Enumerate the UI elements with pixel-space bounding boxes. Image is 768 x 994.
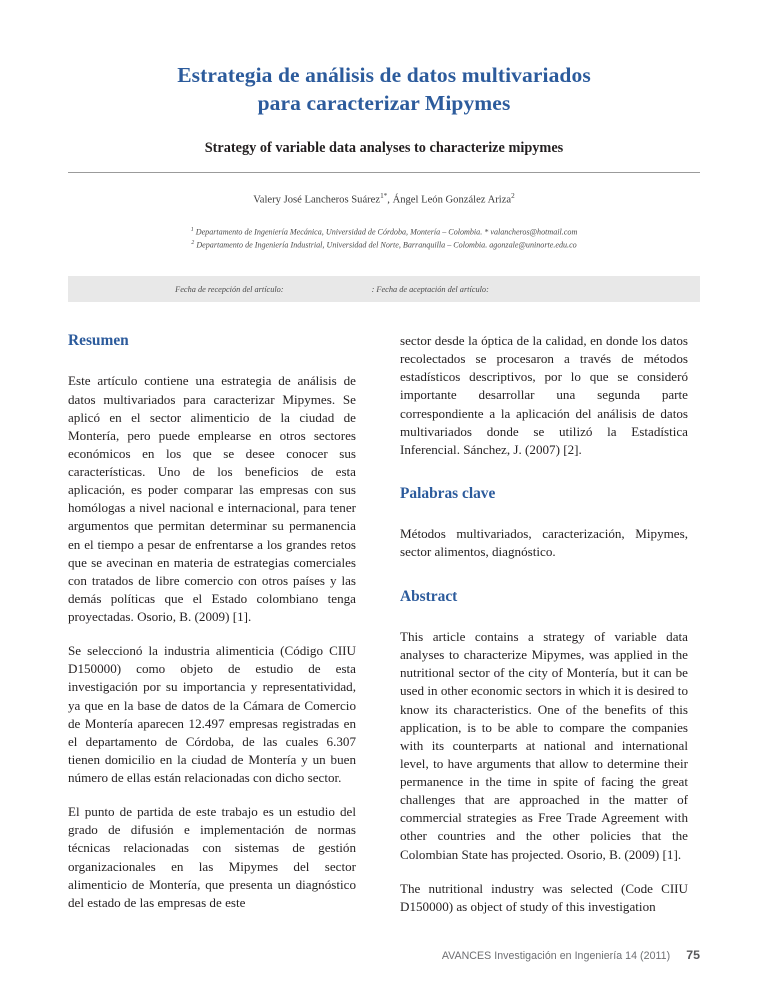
abstract-paragraph-1: This article contains a strategy of variable data analyses to characterize Mipymes, was applied in the nutritional sector of the city of Montería, but it can be used in other economic sectors in which it is desired to know its characteristics. One of the benefits of this application, is to be able to compare the companies with its counterparts at national and international level, to have arguments that allow to determine their permanence in the time in spite of facing the great challenges that are approached in the matter of commercial strategies as Free Trade Agreement with other countries and the other policies that the Colombian State has projected. Osorio, B. (2009) [1]. xyxy=(400,629,688,862)
resumen-paragraph-1: Este artículo contiene una estrategia de análisis de datos multivariados para caracterizar Mipymes. Se aplicó en el sector alimenticio de la ciudad de Montería, pero puede emplearse en otros sectores económicos en los que se desee conocer sus características. Uno de los beneficios de esta aplicación, es poder comparar las empresas con sus homólogas a nivel nacional e internacional, para tener argumentos que permitan determinar su permanencia en el tiempo a pesar de enfrentarse a los grandes retos que se avecinan en materia de estrategias comerciales con tratados de libre comercio con otros países y las demás políticas que el Estado colombiano tenga proyectadas. Osorio, B. (2009) [1]. xyxy=(68,373,356,625)
section-heading-palabras-clave: Palabras clave xyxy=(400,484,496,502)
affiliation-text-1: Departamento de Ingeniería Mecánica, Universidad de Córdoba, Montería – Colombia. * valancheros@hotmail.com xyxy=(195,227,578,237)
affiliation-item-2 xyxy=(68,239,700,252)
author-list xyxy=(68,192,700,207)
section-heading-resumen: Resumen xyxy=(68,332,129,349)
resumen-paragraph-3: El punto de partida de este trabajo es un estudio del grado de difusión e implementación de normas técnicas relacionadas con sistemas de gestión organizacionales en las Mipymes del sector alimenticio de Montería, que presenta un diagnóstico del estado de las empresas de este xyxy=(68,804,356,910)
author-one-affiliation-marker: 1* xyxy=(380,191,388,200)
acceptance-date-label: : Fecha de aceptación del artículo: xyxy=(371,284,489,294)
resumen-paragraph-2: Se seleccionó la industria alimenticia (Código CIIU D150000) como objeto de estudio de esta investigación por su importancia y representatividad, ya que en la base de datos de la Cámara de Comercio de Montería aparecen 12.497 empresas registradas en el departamento de Córdoba, de las cuales 6.307 tienen domicilio en la ciudad de Montería y un buen número de ellas están relacionadas con dicho sector. xyxy=(68,643,356,786)
affiliation-marker-2: 2 xyxy=(191,240,195,247)
title-line-1: Estrategia de análisis de datos multivariados xyxy=(177,63,591,87)
footer-journal-title: AVANCES Investigación en Ingeniería 14 (2011) xyxy=(441,950,671,962)
footer-page-number: 75 xyxy=(686,948,700,962)
author-two-affiliation-marker: 2 xyxy=(511,191,515,200)
section-heading-abstract: Abstract xyxy=(400,587,458,605)
affiliation-text-2: Departamento de Ingeniería Industrial, Universidad del Norte, Barranquilla – Colombia. agonzale@uninorte.edu.co xyxy=(196,240,577,250)
affiliation-item-1 xyxy=(68,226,700,239)
header-divider xyxy=(68,172,700,173)
title-line-2: para caracterizar Mipymes xyxy=(257,90,511,115)
keywords-text: Métodos multivariados, caracterización, Mipymes, sector alimentos, diagnóstico. xyxy=(400,526,688,560)
affiliation-list xyxy=(68,226,700,252)
article-subtitle: Strategy of variable data analyses to characterize mipymes xyxy=(204,140,564,157)
reception-date-label: Fecha de recepción del artículo: xyxy=(175,284,284,294)
author-one: Valery José Lancheros Suárez xyxy=(253,194,381,206)
submission-dates-inner xyxy=(175,285,489,294)
left-column xyxy=(68,332,356,916)
right-column xyxy=(400,332,688,916)
resumen-continuation: sector desde la óptica de la calidad, en donde los datos recolectados se procesaron a través de métodos estadísticos descriptivos, por lo que se consideró importante desarrollar una segunda parte correspondiente a la aplicación del análisis de datos multivariados donde se utilizó la Estadística Inferencial. Sánchez, J. (2007) [2]. xyxy=(400,333,688,457)
affiliation-marker-1: 1 xyxy=(190,226,194,233)
abstract-paragraph-2: The nutritional industry was selected (Code CIIU D150000) as object of study of this investigation xyxy=(400,880,688,914)
submission-dates-bar xyxy=(68,276,700,302)
page-title xyxy=(68,62,700,117)
article-header xyxy=(0,0,768,252)
article-body xyxy=(0,332,768,916)
author-two: , Ángel León González Ariza xyxy=(387,194,512,206)
page-footer xyxy=(0,948,768,962)
